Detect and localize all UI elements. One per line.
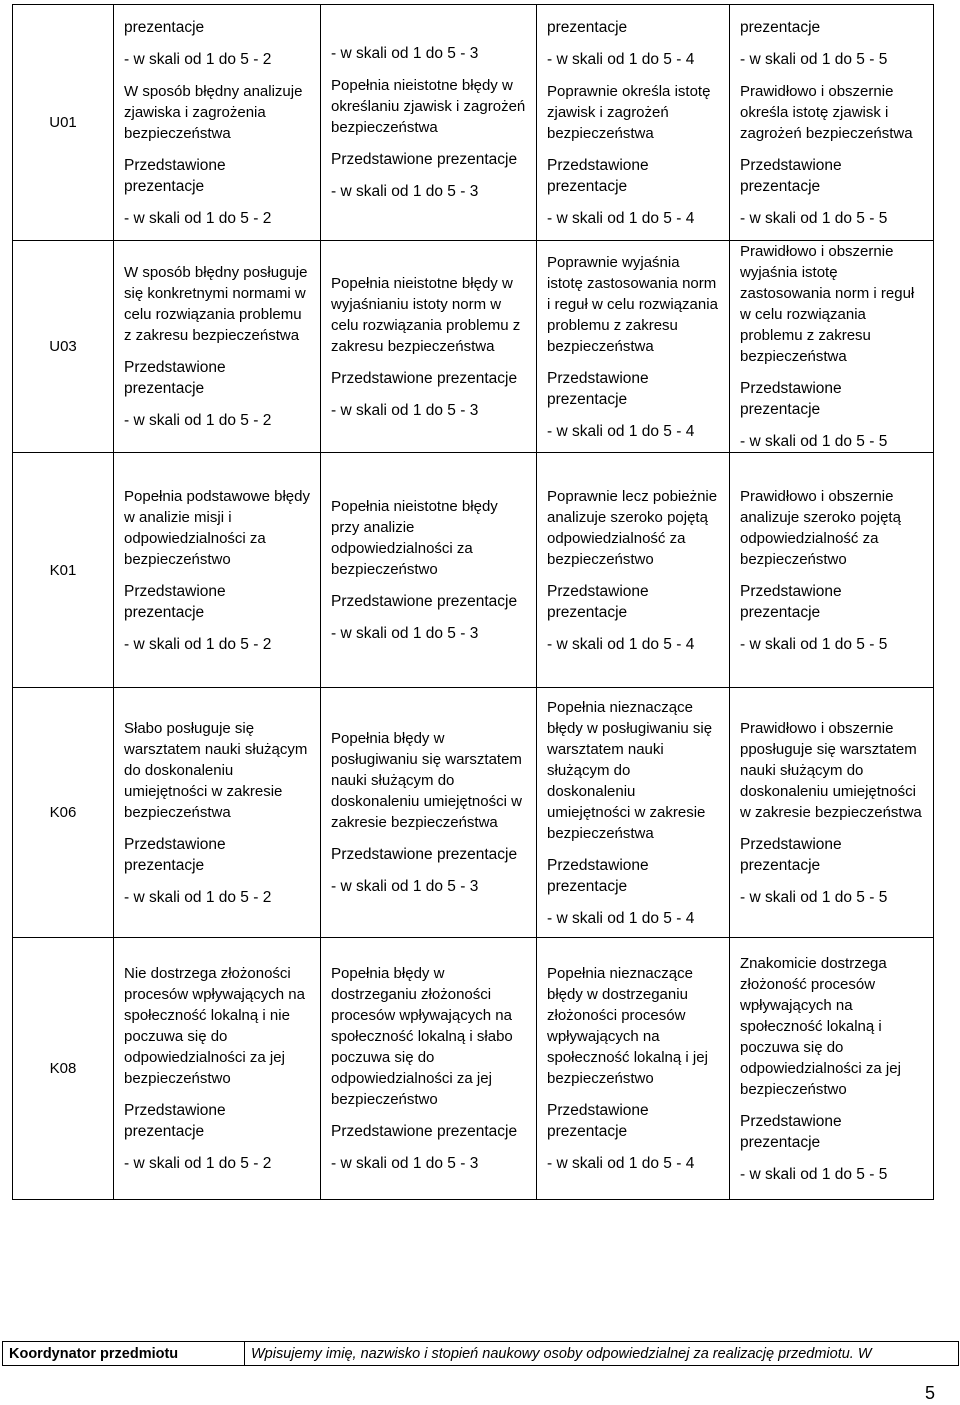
criteria-cell — [321, 5, 537, 241]
criteria-text: Popełnia nieznaczące błędy w posługiwaniu się warsztatem nauki służącym do doskonaleniu umiejętności w zakresie bezpieczeństwa — [547, 698, 713, 842]
score-text: - w skali od 1 do 5 - 4 — [547, 1155, 695, 1172]
criteria-cell — [114, 5, 321, 241]
score-text: - w skali od 1 do 5 - 4 — [547, 635, 695, 653]
criteria-text: Popełnia podstawowe błędy w analizie misji i odpowiedzialności za bezpieczeństwo — [124, 487, 310, 568]
criteria-cell — [321, 938, 537, 1200]
criteria-cell — [114, 938, 321, 1200]
score-text: - w skali od 1 do 5 - 2 — [124, 412, 272, 429]
score-text: - w skali od 1 do 5 - 2 — [124, 635, 272, 653]
criteria-text: Przedstawione prezentacje — [331, 1123, 518, 1140]
score-text: - w skali od 1 do 5 - 3 — [331, 45, 479, 62]
criteria-cell — [730, 688, 934, 938]
coordinator-row — [3, 1342, 959, 1366]
criteria-text: Przedstawione prezentacje — [740, 156, 842, 195]
row-code: U03 — [13, 241, 114, 453]
score-text: - w skali od 1 do 5 - 3 — [331, 878, 479, 895]
criteria-cell — [730, 241, 934, 453]
row-code: U01 — [13, 5, 114, 241]
criteria-text: Przedstawione prezentacje — [547, 856, 649, 895]
criteria-text: Poprawnie lecz pobieżnie analizuje szeroko pojętą odpowiedzialność za bezpieczeństwo — [547, 487, 718, 568]
coordinator-label: Koordynator przedmiotu — [3, 1342, 245, 1366]
score-text: - w skali od 1 do 5 - 5 — [740, 50, 888, 68]
criteria-text: Popełnia błędy w posługiwaniu się warsztatem nauki służącym do doskonaleniu umiejętności w zakresie bezpieczeństwa — [331, 730, 522, 831]
score-text: - w skali od 1 do 5 - 2 — [124, 888, 272, 906]
criteria-text: W sposób błędny posługuje się konkretnymi normami w celu rozwiązania problemu z zakresu bezpieczeństwa — [124, 264, 308, 344]
criteria-text: prezentacje — [124, 18, 205, 36]
score-text: - w skali od 1 do 5 - 5 — [740, 1165, 888, 1183]
table-row — [13, 938, 934, 1200]
table-row — [13, 5, 934, 241]
table-row — [13, 241, 934, 453]
score-text: - w skali od 1 do 5 - 4 — [547, 422, 695, 440]
criteria-cell — [730, 453, 934, 688]
score-text: - w skali od 1 do 5 - 3 — [331, 183, 479, 200]
criteria-text: W sposób błędny analizuje zjawiska i zagrożenia bezpieczeństwa — [124, 82, 303, 142]
score-text: - w skali od 1 do 5 - 2 — [124, 1155, 272, 1172]
criteria-cell — [537, 5, 730, 241]
criteria-text: Prawidłowo i obszernie określa istotę zjawisk i zagrożeń bezpieczeństwa — [740, 82, 913, 142]
criteria-text: Przedstawione prezentacje — [331, 369, 518, 387]
criteria-cell — [537, 453, 730, 688]
criteria-cell — [321, 688, 537, 938]
score-text: - w skali od 1 do 5 - 3 — [331, 625, 479, 642]
criteria-text: Popełnia nieistotne błędy w określaniu zjawisk i zagrożeń bezpieczeństwa — [331, 77, 526, 136]
score-text: - w skali od 1 do 5 - 2 — [124, 50, 272, 68]
criteria-text: Przedstawione prezentacje — [124, 156, 226, 195]
criteria-text: Przedstawione prezentacje — [124, 359, 226, 397]
criteria-text: Popełnia nieistotne błędy w wyjaśnianiu istoty norm w celu rozwiązania problemu z zakresu bezpieczeństwa — [331, 274, 521, 355]
criteria-text: Przedstawione prezentacje — [547, 1102, 649, 1140]
criteria-text: Przedstawione prezentacje — [547, 582, 649, 621]
criteria-cell — [321, 453, 537, 688]
criteria-text: Nie dostrzega złożoności procesów wpływających na społeczność lokalną i nie poczuwa się do odpowiedzialności za jej bezpieczeństwo — [124, 965, 305, 1087]
score-text: - w skali od 1 do 5 - 5 — [740, 433, 888, 450]
criteria-text: Przedstawione prezentacje — [740, 582, 842, 621]
criteria-cell — [114, 241, 321, 453]
criteria-text: Przedstawione prezentacje — [740, 380, 842, 418]
criteria-text: Prawidłowo i obszernie pposługuje się warsztatem nauki służącym do doskonaleniu umiejętności w zakresie bezpieczeństwa — [740, 719, 922, 821]
table-row — [13, 453, 934, 688]
score-text: - w skali od 1 do 5 - 5 — [740, 888, 888, 906]
criteria-text: Przedstawione prezentacje — [124, 1102, 226, 1140]
criteria-text: Popełnia błędy w dostrzeganiu złożoności procesów wpływających na społeczność lokalną i słabo poczuwa się do odpowiedzialności za jej bezpieczeństwo — [331, 965, 513, 1108]
score-text: - w skali od 1 do 5 - 5 — [740, 209, 888, 227]
criteria-text: Przedstawione prezentacje — [124, 835, 226, 874]
criteria-text: prezentacje — [740, 18, 821, 36]
coordinator-value: Wpisujemy imię, nazwisko i stopień naukowy osoby odpowiedzialnej za realizację przedmiotu. W — [245, 1342, 959, 1366]
row-code: K08 — [13, 938, 114, 1200]
criteria-text: Poprawnie określa istotę zjawisk i zagrożeń bezpieczeństwa — [547, 82, 711, 142]
score-text: - w skali od 1 do 5 - 4 — [547, 209, 695, 227]
criteria-text: Przedstawione prezentacje — [331, 593, 518, 610]
score-text: - w skali od 1 do 5 - 5 — [740, 635, 888, 653]
criteria-text: Przedstawione prezentacje — [547, 369, 649, 408]
criteria-text: Prawidłowo i obszernie wyjaśnia istotę zastosowania norm i reguł w celu rozwiązania problemu z zakresu bezpieczeństwa — [740, 243, 915, 365]
criteria-text: Przedstawione prezentacje — [124, 582, 226, 621]
criteria-cell — [730, 5, 934, 241]
criteria-text: Popełnia nieistotne błędy przy analizie odpowiedzialności za bezpieczeństwo — [331, 498, 498, 578]
criteria-cell — [114, 688, 321, 938]
row-code: K01 — [13, 453, 114, 688]
criteria-text: Prawidłowo i obszernie analizuje szeroko pojętą odpowiedzialność za bezpieczeństwo — [740, 487, 901, 568]
criteria-cell — [321, 241, 537, 453]
score-text: - w skali od 1 do 5 - 3 — [331, 1155, 479, 1172]
score-text: - w skali od 1 do 5 - 4 — [547, 50, 695, 68]
criteria-text: Poprawnie wyjaśnia istotę zastosowania norm i reguł w celu rozwiązania problemu z zakresu bezpieczeństwa — [547, 253, 718, 355]
criteria-cell — [537, 938, 730, 1200]
criteria-cell — [537, 241, 730, 453]
table-row — [13, 688, 934, 938]
row-code: K06 — [13, 688, 114, 938]
criteria-text: Przedstawione prezentacje — [547, 156, 649, 195]
score-text: - w skali od 1 do 5 - 3 — [331, 401, 479, 419]
criteria-text: Przedstawione prezentacje — [740, 835, 842, 874]
criteria-text: Znakomicie dostrzega złożoność procesów wpływających na społeczność lokalną i poczuwa się do odpowiedzialności za jej bezpieczeństwo — [740, 954, 901, 1098]
criteria-cell — [537, 688, 730, 938]
criteria-text: Przedstawione prezentacje — [331, 846, 518, 863]
coordinator-table — [2, 1341, 959, 1366]
criteria-text: Przedstawione prezentacje — [740, 1112, 842, 1151]
page-number: 5 — [925, 1383, 936, 1403]
score-text: - w skali od 1 do 5 - 2 — [124, 209, 272, 227]
criteria-text: Popełnia nieznaczące błędy w dostrzeganiu złożoności procesów wpływających na społeczność lokalną i jej bezpieczeństwo — [547, 965, 708, 1087]
criteria-text: Słabo posługuje się warsztatem nauki służącym do doskonaleniu umiejętności w zakresie bezpieczeństwa — [124, 719, 308, 821]
criteria-text: Przedstawione prezentacje — [331, 151, 518, 168]
assessment-criteria-table — [12, 4, 934, 1200]
criteria-text: prezentacje — [547, 18, 628, 36]
score-text: - w skali od 1 do 5 - 4 — [547, 909, 695, 927]
criteria-cell — [730, 938, 934, 1200]
criteria-cell — [114, 453, 321, 688]
